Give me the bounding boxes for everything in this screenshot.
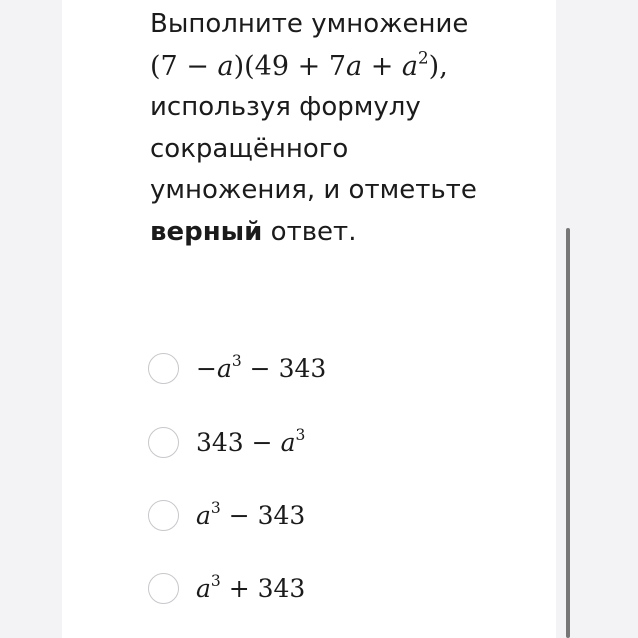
radio-button[interactable] (148, 500, 179, 531)
question-line-3: используя формулу (150, 92, 421, 122)
emphasis-word: верный (150, 216, 263, 247)
question-line-6: верный ответ. (150, 216, 357, 247)
answer-label: $-a^3 - 343$ (196, 351, 327, 383)
answer-option-4[interactable] (148, 570, 305, 606)
radio-button[interactable] (148, 427, 179, 458)
question-line-5: умножения, и отметьте (150, 175, 477, 205)
scrollbar[interactable] (566, 228, 570, 638)
answer-option-1[interactable] (148, 350, 326, 386)
answer-label: $a^3 + 343$ (196, 571, 306, 603)
question-formula: $(7 - a)(49 + 7a + a^2)$, (150, 46, 448, 82)
answer-option-3[interactable] (148, 497, 305, 533)
question-text (150, 4, 550, 253)
answer-label: $a^3 - 343$ (196, 498, 306, 530)
question-line-4: сокращённого (150, 133, 349, 164)
answer-label: $343 - a^3$ (196, 425, 306, 457)
question-line-1: Выполните умножение (150, 9, 469, 39)
answer-option-2[interactable] (148, 424, 305, 460)
radio-button[interactable] (148, 353, 179, 384)
radio-button[interactable] (148, 573, 179, 604)
